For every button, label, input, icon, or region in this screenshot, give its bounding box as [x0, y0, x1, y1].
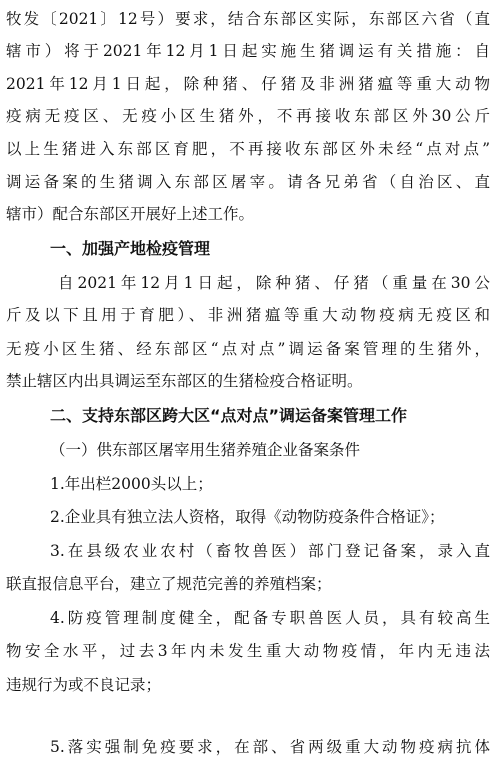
list-item: 4.防疫管理制度健全，配备专职兽医人员，具有较高生 [50, 609, 490, 627]
body-text-line: 斤及以下且用于育肥）、非洲猪瘟等重大动物疫病无疫区和 [6, 306, 490, 324]
body-text-line: 辖市）配合东部区开展好上述工作。 [6, 205, 255, 223]
body-text-line: 以上生猪进入东部区育肥，不再接收东部区外未经“点对点” [6, 140, 490, 158]
body-text-line: 违规行为或不良记录； [6, 676, 162, 694]
list-item: 1.年出栏2000头以上； [50, 475, 213, 493]
body-text-line: 疫病无疫区、无疫小区生猪外，不再接收东部区外30公斤 [6, 107, 490, 125]
body-text-line: 调运备案的生猪调入东部区屠宰。请各兄弟省（自治区、直 [6, 173, 490, 191]
list-item: 2.企业具有独立法人资格，取得《动物防疫条件合格证》； [50, 508, 445, 526]
body-text-line: 辖市）将于2021年12月1日起实施生猪调运有关措施：自 [6, 42, 490, 60]
body-text-line: 物安全水平，过去3年内未发生重大动物疫情，年内无违法 [6, 642, 490, 660]
subsection-heading: （一）供东部区屠宰用生猪养殖企业备案条件 [50, 441, 361, 459]
list-item: 3.在县级农业农村（畜牧兽医）部门登记备案，录入直 [50, 542, 490, 560]
body-text-line: 禁止辖区内出具调运至东部区的生猪检疫合格证明。 [6, 372, 363, 390]
list-item: 5.落实强制免疫要求，在部、省两级重大动物疫病抗体 [50, 738, 490, 756]
section-heading-1: 一、加强产地检疫管理 [50, 239, 211, 258]
body-text-line: 无疫小区生猪、经东部区“点对点”调运备案管理的生猪外， [6, 340, 490, 358]
section-heading-2: 二、支持东部区跨大区“点对点”调运备案管理工作 [50, 406, 408, 425]
body-text-line: 牧发〔2021〕12号）要求，结合东部区实际，东部区六省（直 [6, 10, 490, 28]
body-text-line: 自2021年12月1日起，除种猪、仔猪（重量在30公 [58, 274, 490, 292]
body-text-line: 2021年12月1日起，除种猪、仔猪及非洲猪瘟等重大动物 [6, 75, 490, 93]
body-text-line: 联直报信息平台，建立了规范完善的养殖档案； [6, 575, 332, 593]
